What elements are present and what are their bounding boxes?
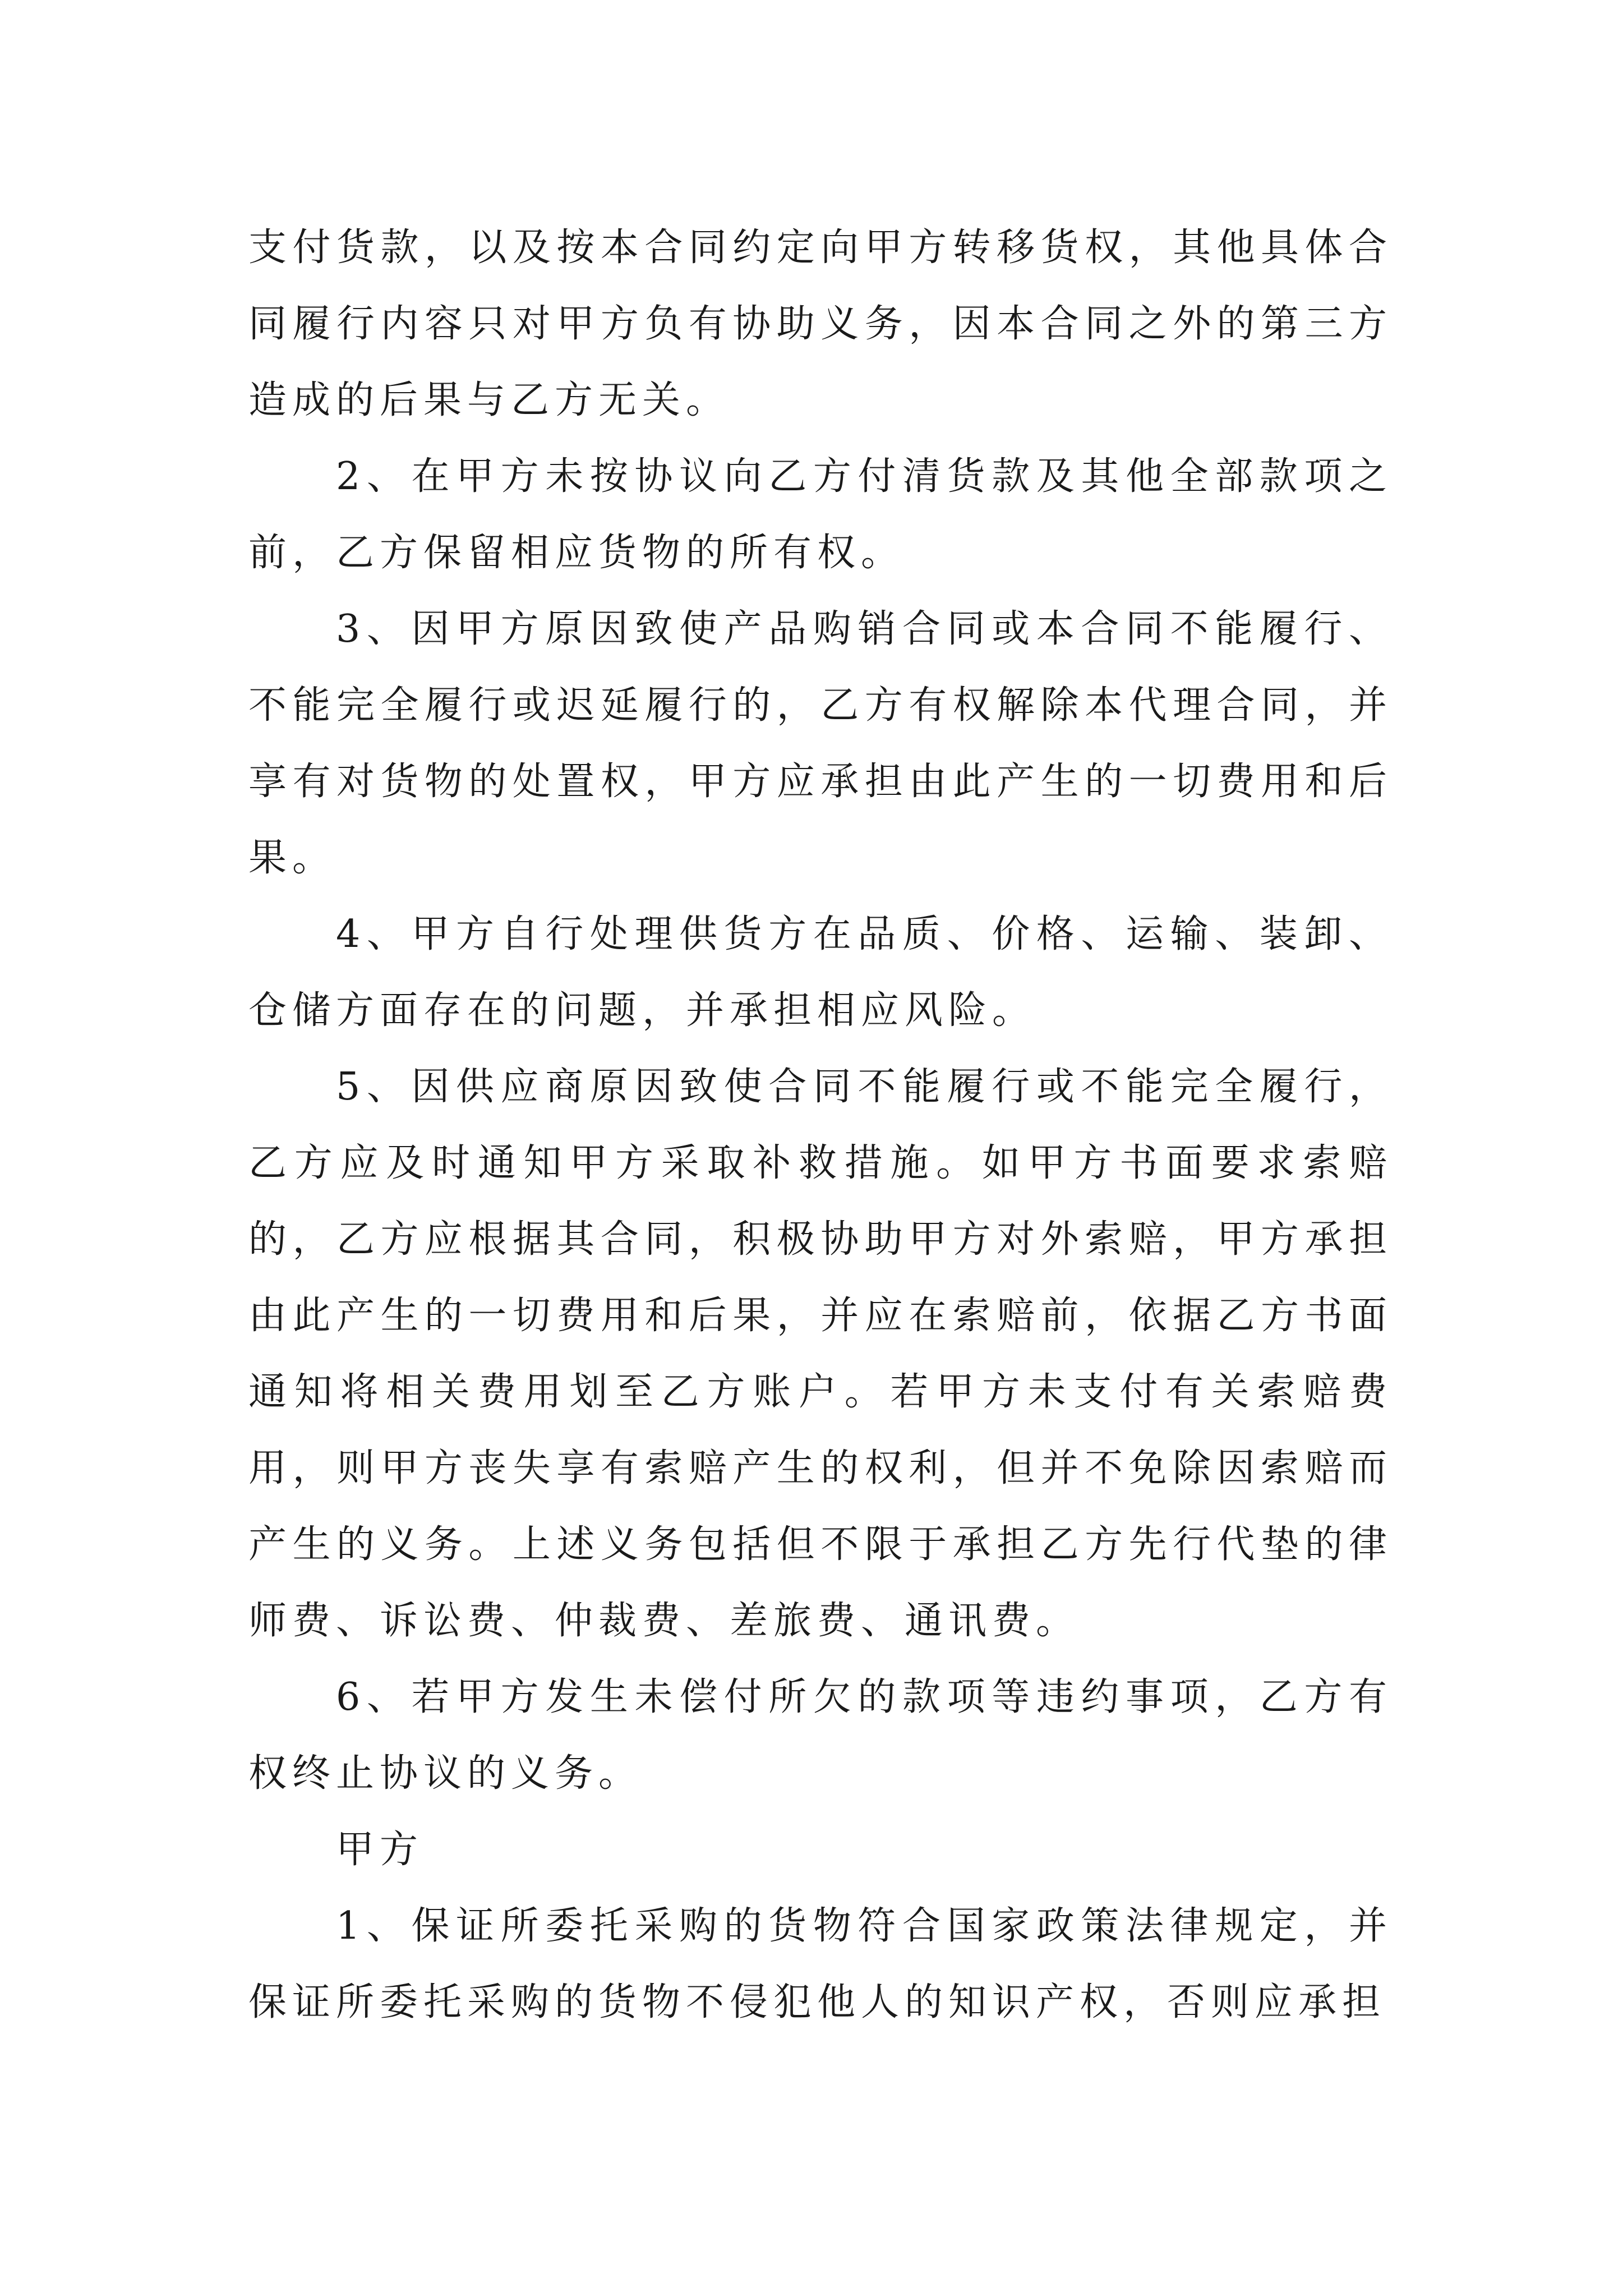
- document-body: [248, 210, 1393, 2041]
- paragraph-continuation: 支付货款，以及按本合同约定向甲方转移货权，其他具体合同履行内容只对甲方负有协助义务，因本合同之外的第三方造成的后果与乙方无关。: [248, 226, 1393, 422]
- paragraph-clause-2: 2、在甲方未按协议向乙方付清货款及其他全部款项之前，乙方保留相应货物的所有权。: [248, 454, 1393, 575]
- section-heading-party-a: 甲方: [336, 1828, 424, 1872]
- paragraph-clause-6: 6、若甲方发生未偿付所欠的款项等违约事项，乙方有权终止协议的义务。: [248, 1675, 1393, 1796]
- paragraph-clause-5: 5、因供应商原因致使合同不能履行或不能完全履行，乙方应及时通知甲方采取补救措施。如甲方书面要求索赔的，乙方应根据其合同，积极协助甲方对外索赔，甲方承担由此产生的一切费用和后果，并应在索赔前，依据乙方书面通知将相关费用划至乙方账户。若甲方未支付有关索赔费用，则甲方丧失享有索赔产生的权利，但并不免除因索赔而产生的义务。上述义务包括但不限于承担乙方先行代垫的律师费、诉讼费、仲裁费、差旅费、通讯费。: [248, 1065, 1393, 1643]
- paragraph-party-a-clause-1: 1、保证所委托采购的货物符合国家政策法律规定，并保证所委托采购的货物不侵犯他人的知识产权，否则应承担: [248, 1904, 1393, 2024]
- paragraph-clause-4: 4、甲方自行处理供货方在品质、价格、运输、装卸、仓储方面存在的问题，并承担相应风险。: [248, 912, 1393, 1033]
- paragraph-clause-3: 3、因甲方原因致使产品购销合同或本合同不能履行、不能完全履行或迟延履行的，乙方有权解除本代理合同，并享有对货物的处置权，甲方应承担由此产生的一切费用和后果。: [248, 607, 1393, 880]
